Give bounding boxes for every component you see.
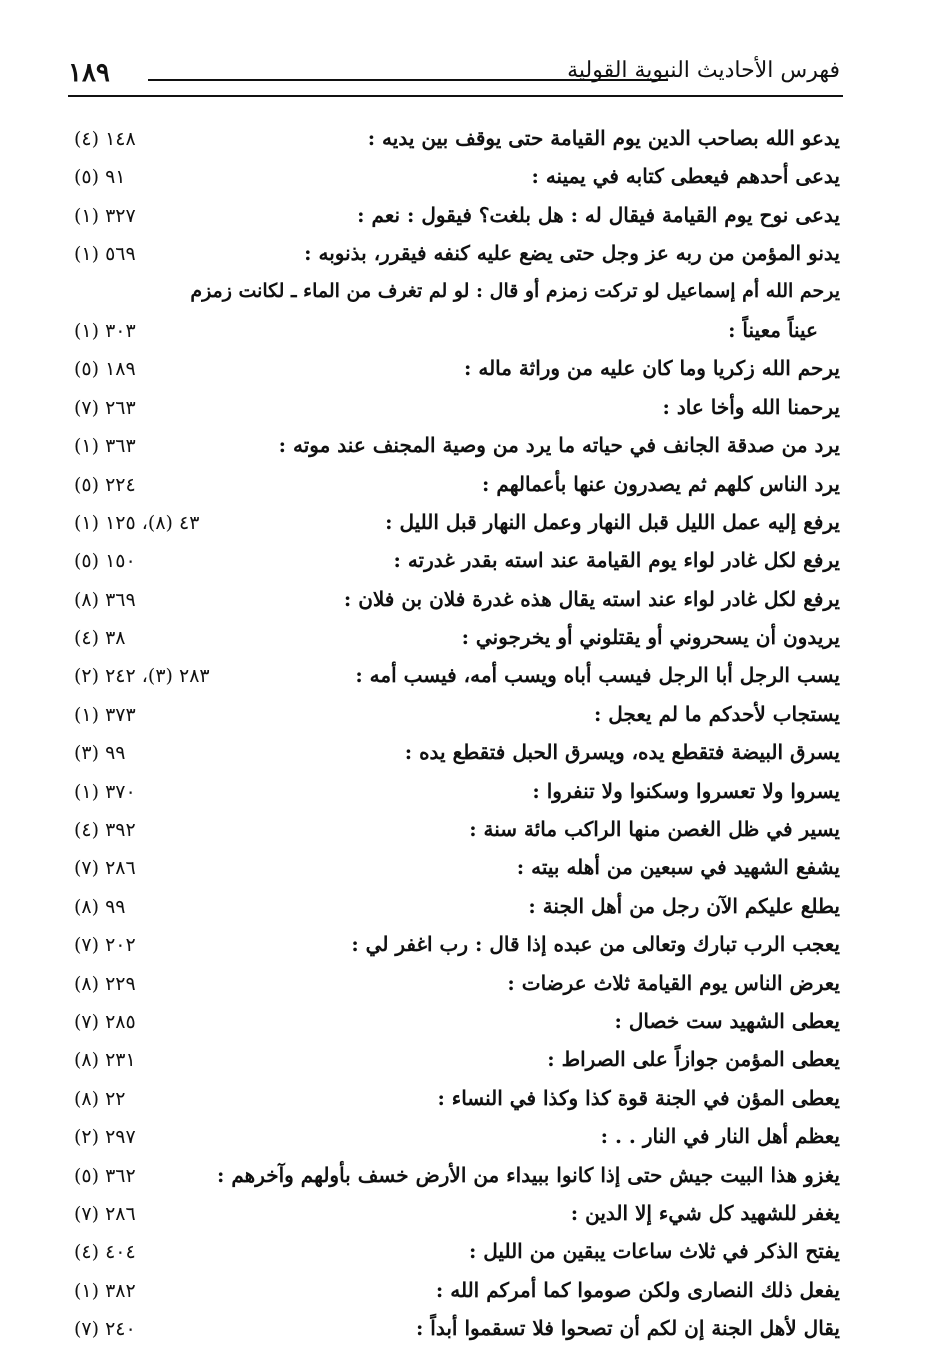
page-header <box>68 52 840 92</box>
volume-page-reference: ٢٨٥ (٧) <box>74 1011 136 1033</box>
volume-page-reference: ٣٦٣ (١) <box>74 435 136 458</box>
volume-page-reference: ٤٠٤ (٤) <box>74 1241 136 1264</box>
volume-page-reference: ٣٧٠ (١) <box>74 780 136 803</box>
volume-page-reference: ٢٢ (٨) <box>74 1087 126 1110</box>
volume-page-reference: ٤٣ (٨)، ١٢٥ (١) <box>74 511 200 534</box>
index-entry <box>0 1278 930 1316</box>
index-entry <box>0 433 930 471</box>
index-entry <box>0 356 930 394</box>
hadith-text: يقال لأهل الجنة إن لكم أن تصحوا فلا تسقموا أبداً : <box>415 1316 840 1341</box>
hadith-text: يرحم الله زكريا وما كان عليه من وراثة ماله : <box>464 356 840 381</box>
hadith-text: يعجب الرب تبارك وتعالى من عبده إذا قال : رب اغفر لي : <box>351 932 840 957</box>
hadith-text: يرد من صدقة الجانف في حياته ما يرد من وصية المجنف عند موته : <box>278 433 840 458</box>
volume-page-reference: ٢٢٤ (٥) <box>74 473 136 496</box>
volume-page-reference: ٢٠٢ (٧) <box>74 934 136 957</box>
volume-page-reference: ١٤٨ (٤) <box>74 128 136 150</box>
hadith-text: يدعو الله بصاحب الدين يوم القيامة حتى يوقف بين يديه : <box>367 126 840 150</box>
index-entry <box>0 855 930 893</box>
index-entry <box>0 1239 930 1277</box>
index-entry <box>0 587 930 625</box>
index-entry <box>0 1163 930 1201</box>
volume-page-reference: ٢٨٦ (٧) <box>74 1202 136 1225</box>
hadith-text: يعطى المؤمن جوازاً على الصراط : <box>547 1047 840 1072</box>
hadith-text: يرحم الله أم إسماعيل لو تركت زمزم أو قال : لو لم تغرف من الماء ـ لكانت زمزم <box>190 279 840 302</box>
hadith-text: يريدون أن يسحروني أو يقتلوني أو يخرجوني : <box>461 625 840 650</box>
volume-page-reference: ٣٦٢ (٥) <box>74 1164 136 1187</box>
volume-page-reference: ٢٨٣ (٣)، ٢٤٢ (٢) <box>74 665 210 688</box>
index-entry <box>0 241 930 279</box>
volume-page-reference: ٣٠٣ (١) <box>74 319 136 342</box>
hadith-text: يفعل ذلك النصارى ولكن صوموا كما أمركم الله : <box>435 1277 840 1302</box>
volume-page-reference: ٣٨ (٤) <box>74 627 126 650</box>
volume-page-reference: ٩١ (٥) <box>74 166 126 189</box>
index-entry <box>0 625 930 663</box>
volume-page-reference: ٢٦٣ (٧) <box>74 396 136 419</box>
hadith-text: يسير في ظل الغصن منها الراكب مائة سنة : <box>469 817 840 842</box>
hadith-text: يعطى الشهيد ست خصال : <box>614 1009 840 1033</box>
hadith-text: يستجاب لأحدكم ما لم يعجل : <box>593 701 840 726</box>
volume-page-reference: ٩٩ (٣) <box>74 742 126 765</box>
volume-page-reference: ١٥٠ (٥) <box>74 550 136 573</box>
volume-page-reference: ٩٩ (٨) <box>74 895 126 918</box>
volume-page-reference: ٣٦٩ (٨) <box>74 588 136 611</box>
index-entry <box>0 971 930 1009</box>
volume-page-reference: ١٨٩ (٥) <box>74 358 136 381</box>
volume-page-reference: ٣٢٧ (١) <box>74 204 136 227</box>
index-entry <box>0 1201 930 1239</box>
hadith-index-list <box>0 126 930 1355</box>
index-entry <box>0 1086 930 1124</box>
hadith-text: يرفع لكل غادر لواء عند استه يقال هذه غدرة فلان بن فلان : <box>343 586 840 611</box>
index-entry <box>0 280 930 357</box>
volume-page-reference: ٢٩٧ (٢) <box>74 1126 136 1149</box>
index-entry <box>0 164 930 202</box>
hadith-text: يسب الرجل أبا الرجل فيسب أباه ويسب أمه، فيسب أمه : <box>355 663 840 688</box>
index-entry <box>0 1316 930 1354</box>
hadith-text: يعطى المؤن في الجنة قوة كذا وكذا في النساء : <box>437 1085 840 1110</box>
volume-page-reference: ٢٤٠ (٧) <box>74 1318 136 1341</box>
hadith-text: يسروا ولا تعسروا وسكنوا ولا تنفروا : <box>532 778 840 803</box>
hadith-text: يدنو المؤمن من ربه عز وجل حتى يضع عليه كنفه فيقرر، بذنوبه : <box>304 241 840 266</box>
hadith-text: يشفع الشهيد في سبعين من أهله بيته : <box>516 855 840 880</box>
index-entry <box>0 779 930 817</box>
hadith-text: يعرض الناس يوم القيامة ثلاث عرضات : <box>507 970 840 995</box>
index-entry <box>0 472 930 510</box>
header-rule <box>68 95 843 97</box>
index-entry <box>0 817 930 855</box>
hadith-text: يدعى أحدهم فيعطى كتابه في يمينه : <box>531 164 840 189</box>
hadith-text: يعظم أهل النار في النار . . : <box>600 1124 840 1149</box>
index-entry <box>0 510 930 548</box>
hadith-text: يرفع إليه عمل الليل قبل النهار وعمل النهار قبل الليل : <box>385 509 840 534</box>
volume-page-reference: ٢٢٩ (٨) <box>74 972 136 995</box>
volume-page-reference: ٣٧٣ (١) <box>74 703 136 726</box>
index-entry <box>0 702 930 740</box>
running-title: فهرس الأحاديث النبوية القولية <box>567 58 840 83</box>
hadith-text: يرد الناس كلهم ثم يصدرون عنها بأعمالهم : <box>482 471 840 496</box>
index-entry <box>0 740 930 778</box>
hadith-text: يطلع عليكم الآن رجل من أهل الجنة : <box>528 893 840 918</box>
volume-page-reference: ٢٨٦ (٧) <box>74 857 136 880</box>
page-number: ١٨٩ <box>68 58 110 88</box>
index-entry <box>0 203 930 241</box>
index-entry <box>0 663 930 701</box>
index-entry <box>0 1009 930 1047</box>
index-entry <box>0 126 930 164</box>
hadith-text: يدعى نوح يوم القيامة فيقال له : هل بلغت؟ فيقول : نعم : <box>357 202 840 227</box>
index-entry <box>0 1047 930 1085</box>
hadith-text: يرحمنا الله وأخا عاد : <box>662 394 840 419</box>
index-entry <box>0 1124 930 1162</box>
index-entry <box>0 894 930 932</box>
volume-page-reference: ٣٩٢ (٤) <box>74 819 136 842</box>
hadith-text: يغزو هذا البيت جيش حتى إذا كانوا ببيداء من الأرض خسف بأولهم وآخرهم : <box>217 1162 840 1187</box>
volume-page-reference: ٣٨٢ (١) <box>74 1279 136 1302</box>
hadith-text: يسرق البيضة فتقطع يده، ويسرق الحبل فتقطع يده : <box>404 740 840 765</box>
index-entry <box>0 932 930 970</box>
hadith-text-continuation: عيناً معيناً : <box>728 317 818 342</box>
hadith-text: يرفع لكل غادر لواء يوم القيامة عند استه بقدر غدرته : <box>393 548 840 573</box>
volume-page-reference: ٢٣١ (٨) <box>74 1049 136 1072</box>
index-entry <box>0 395 930 433</box>
hadith-text: يفتح الذكر في ثلاث ساعات يبقين من الليل : <box>468 1239 840 1264</box>
index-entry <box>0 548 930 586</box>
volume-page-reference: ٥٦٩ (١) <box>74 243 136 266</box>
hadith-text: يغفر للشهيد كل شيء إلا الدين : <box>570 1200 840 1225</box>
